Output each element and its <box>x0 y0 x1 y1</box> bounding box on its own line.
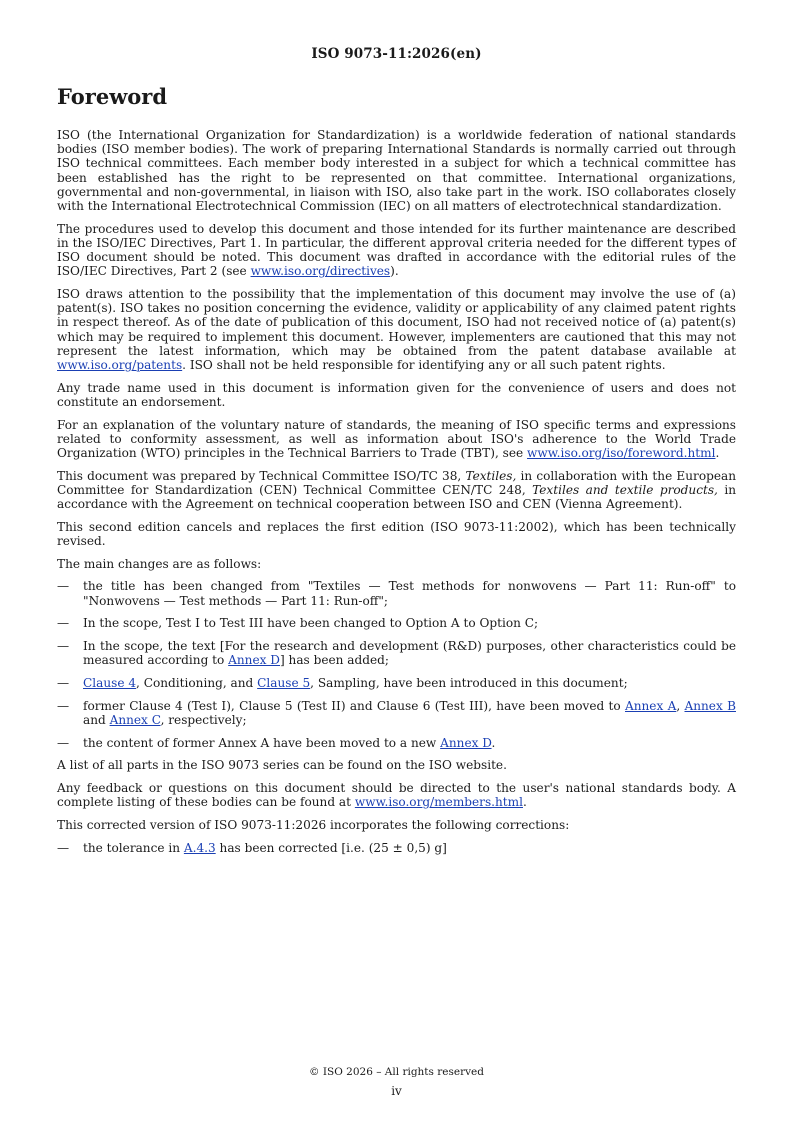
list-item-text-end: , respectively; <box>160 712 247 727</box>
paragraph-text-end: . ISO shall not be held responsible for identifying any or all such patent rights. <box>182 358 666 373</box>
directives-link[interactable]: www.iso.org/directives <box>250 264 391 279</box>
annex-b-link[interactable]: Annex B <box>684 698 736 713</box>
dash-bullet: — <box>57 698 70 713</box>
dash-bullet: — <box>57 579 70 594</box>
dash-bullet: — <box>57 840 70 855</box>
paragraph-main-changes: The main changes are as follows: <box>57 556 262 571</box>
dash-bullet: — <box>57 616 70 631</box>
paragraph-text-end: . <box>715 446 720 461</box>
paragraph-voluntary-nature <box>57 418 736 461</box>
list-item <box>57 841 736 855</box>
paragraph-text: Any feedback or questions on this document should be directed to the user's national standards body. A complete listing of these bodies can be found at <box>57 781 736 810</box>
list-item <box>57 579 736 607</box>
committee-name-textiles: Textiles, <box>465 468 517 483</box>
dash-bullet: — <box>57 676 70 690</box>
paragraph-procedures <box>57 222 736 279</box>
list-item <box>57 639 736 667</box>
paragraph-text: ISO draws attention to the possibility that the implementation of this document may involve the use of (a) patent(s). ISO takes no position concerning the evidence, validity or applicability of any claimed patent rights in respect thereof. As of the date of publication of this document, ISO had not received notice of (a) patent(s) which may be required to implement this document. However, implementers are cautioned that this may not represent the latest information, which may be obtained from the patent database available at <box>57 287 736 358</box>
page-number: iv <box>391 1084 402 1098</box>
clause-4-link[interactable]: Clause 4 <box>83 676 137 690</box>
paragraph-series-parts: A list of all parts in the ISO 9073 series can be found on the ISO website. <box>57 758 507 773</box>
list-item <box>57 699 736 727</box>
list-item <box>57 676 736 690</box>
paragraph-trade-name: Any trade name used in this document is information given for the convenience of users and does not constitute an endorsement. <box>57 380 736 409</box>
clause-a-4-3-link[interactable]: A.4.3 <box>183 840 216 855</box>
foreword-link[interactable]: www.iso.org/iso/foreword.html <box>527 446 716 461</box>
list-item-text: In the scope, Test I to Test III have been changed to Option A to Option C; <box>83 616 539 631</box>
patents-link[interactable]: www.iso.org/patents <box>57 358 183 373</box>
list-item-text: In the scope, the text [For the research and development (R&D) purposes, other characteristics could be measured according to <box>83 639 736 668</box>
paragraph-text: in collaboration with the European Committee for Standardization (CEN) Technical Committee CEN/TC 248, <box>57 468 736 497</box>
paragraph-text: in accordance with the Agreement on technical cooperation between ISO and CEN (Vienna Agreement). <box>57 482 736 512</box>
list-item-text-end: ] has been added; <box>280 653 389 668</box>
dash-bullet: — <box>57 735 70 750</box>
paragraph-corrections: This corrected version of ISO 9073-11:2026 incorporates the following corrections: <box>57 817 570 832</box>
page-title: Foreword <box>57 84 168 109</box>
annex-d-link[interactable]: Annex D <box>440 735 492 750</box>
list-item-text: the tolerance in <box>83 840 184 855</box>
clause-5-link[interactable]: Clause 5 <box>257 676 311 690</box>
annex-d-link[interactable]: Annex D <box>228 653 280 668</box>
list-item-text-end: . <box>491 735 496 750</box>
annex-c-link[interactable]: Annex C <box>109 712 161 727</box>
paragraph-iso-overview: ISO (the International Organization for Standardization) is a worldwide federation of national standards bodies (ISO member bodies). The work of preparing International Standards is normally carried out through ISO technical committees. Each member body interested in a subject for which a technical committee has been established has the right to be represented on that committee. International organizations, governmental and non-governmental, in liaison with ISO, also take part in the work. ISO collaborates closely with the International Electrotechnical Commission (IEC) on all matters of electrotechnical standardization. <box>57 128 736 214</box>
list-item-text: , Conditioning, and <box>136 676 258 690</box>
paragraph-prepared-by <box>57 469 736 512</box>
list-item-text-end: has been corrected [i.e. (25 ± 0,5) g] <box>215 840 447 855</box>
paragraph-edition: This second edition cancels and replaces the first edition (ISO 9073-11:2002), which has been technically revised. <box>57 519 736 549</box>
foreword-body <box>57 128 736 863</box>
members-link[interactable]: www.iso.org/members.html <box>354 795 523 810</box>
committee-name-textile-products: Textiles and textile products, <box>532 482 718 497</box>
list-item <box>57 616 736 630</box>
separator-text: , <box>676 698 685 713</box>
paragraph-text: This document was prepared by Technical Committee ISO/TC 38, <box>57 468 466 483</box>
list-item <box>57 736 736 750</box>
paragraph-text-end: ). <box>390 264 399 279</box>
list-item-text: the title has been changed from "Textiles — Test methods for nonwovens — Part 11: Run-off" to "Nonwovens — Test methods — Part 11: Run-off"; <box>83 579 736 608</box>
copyright-footer: © ISO 2026 – All rights reserved <box>309 1066 484 1078</box>
annex-a-link[interactable]: Annex A <box>624 698 677 713</box>
document-id-header: ISO 9073-11:2026(en) <box>311 46 482 62</box>
list-item-text: the content of former Annex A have been moved to a new <box>83 735 441 750</box>
list-item-text: former Clause 4 (Test I), Clause 5 (Test II) and Clause 6 (Test III), have been moved to <box>83 698 625 713</box>
paragraph-feedback <box>57 781 736 809</box>
paragraph-text: The procedures used to develop this document and those intended for its further maintenance are described in the ISO/IEC Directives, Part 1. In particular, the different approval criteria needed for the different types of ISO document should be noted. This document was drafted in accordance with the editorial rules of the ISO/IEC Directives, Part 2 (see <box>57 221 736 279</box>
paragraph-text-end: . <box>523 795 527 810</box>
dash-bullet: — <box>57 639 70 654</box>
conjunction-text: and <box>83 712 110 727</box>
paragraph-patents <box>57 287 736 372</box>
paragraph-text: For an explanation of the voluntary nature of standards, the meaning of ISO specific terms and expressions related to conformity assessment, as well as information about ISO's adherence to the World Trade Organization (WTO) principles in the Technical Barriers to Trade (TBT), see <box>57 417 736 461</box>
list-item-text-end: , Sampling, have been introduced in this document; <box>310 676 628 690</box>
